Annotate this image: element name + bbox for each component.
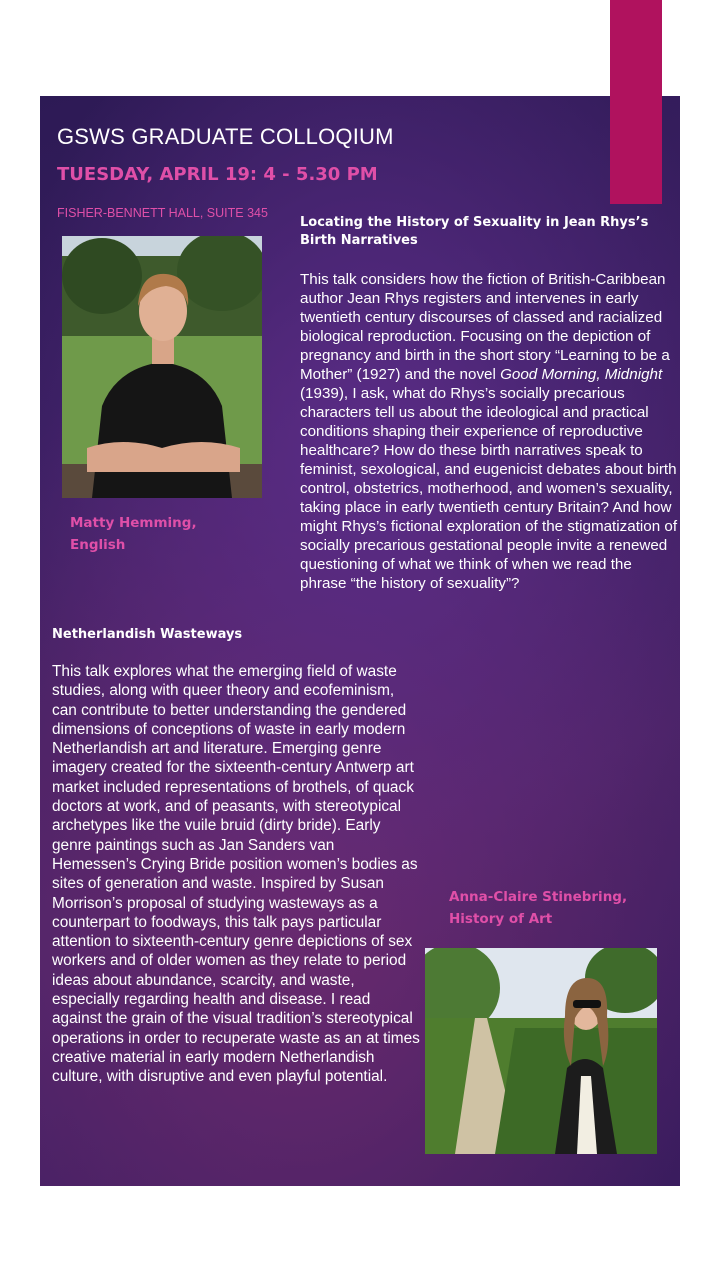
event-flyer <box>40 96 680 1186</box>
talk2-abstract: This talk explores what the emerging field of waste studies, along with queer theory and ecofeminism, can contribute to better understanding the gendered dimensions of conceptions of waste in early modern Netherlandish art and literature. Emerging genre imagery created for the sixteenth-century Antwerp art market included representations of brothels, of quack doctors at work, and of peasants, with stereotypical archetypes like the vuile bruid (dirty bride). Early genre paintings such as Jan Sanders van Hemessen’s Crying Bride position women’s bodies as sites of generation and waste. Inspired by Susan Morrison’s proposal of studying wasteways as a counterpart to foodways, this talk pays particular attention to sixteenth-century genre depictions of sex workers and of older women as they relate to period ideas about abundance, scarcity, and waste, especially regarding health and disease. I read against the grain of the visual tradition’s stereotypical operations in order to recuperate waste as an at times creative material in early modern Netherlandish culture, with disruptive and even playful potential. <box>52 663 420 1086</box>
speaker1-dept: English <box>70 537 126 553</box>
speaker2-name: Anna-Claire Stinebring, <box>449 889 628 905</box>
event-title: GSWS GRADUATE COLLOQIUM <box>57 124 394 149</box>
event-date: TUESDAY, APRIL 19: 4 - 5.30 PM <box>57 164 378 185</box>
talk2-title: Netherlandish Wasteways <box>52 627 243 642</box>
talk1-abstract <box>300 270 680 593</box>
talk1-title: Locating the History of Sexuality in Jean Rhys’s Birth Narratives <box>300 215 649 248</box>
talk1-abstract-part-a: This talk considers how the fiction of British-Caribbean author Jean Rhys registers and intervenes in early twentieth century discourses of classed and racialized biological reproduction. Focusing on the depiction of pregnancy and birth in the short story “Learning to be a Mother” (1927) and the novel <box>300 271 670 383</box>
talk1-abstract-part-b: (1939), I ask, what do Rhys’s socially precarious characters tell us about the ideological and practical conditions shaping their experience of reproductive healthcare? How do these birth narratives speak to feminist, sexological, and eugenicist debates about birth control, obstetrics, motherhood, and women’s sexuality, taking place in early twentieth century Britain? And how might Rhys’s fictional exploration of the stigmatization of socially precarious gestational people invite a renewed questioning of what we think of when we read the phrase “the history of sexuality”? <box>300 385 678 592</box>
speaker2-dept: History of Art <box>449 911 553 927</box>
decorative-stripe <box>610 0 662 204</box>
event-venue: FISHER-BENNETT HALL, SUITE 345 <box>57 206 268 220</box>
speaker1-name: Matty Hemming, <box>70 515 197 531</box>
talk1-abstract-italic: Good Morning, Midnight <box>500 366 663 383</box>
speaker2-photo <box>425 948 657 1154</box>
speaker2-credit <box>449 886 627 930</box>
speaker1-credit <box>70 512 197 556</box>
speaker1-photo <box>62 236 262 498</box>
